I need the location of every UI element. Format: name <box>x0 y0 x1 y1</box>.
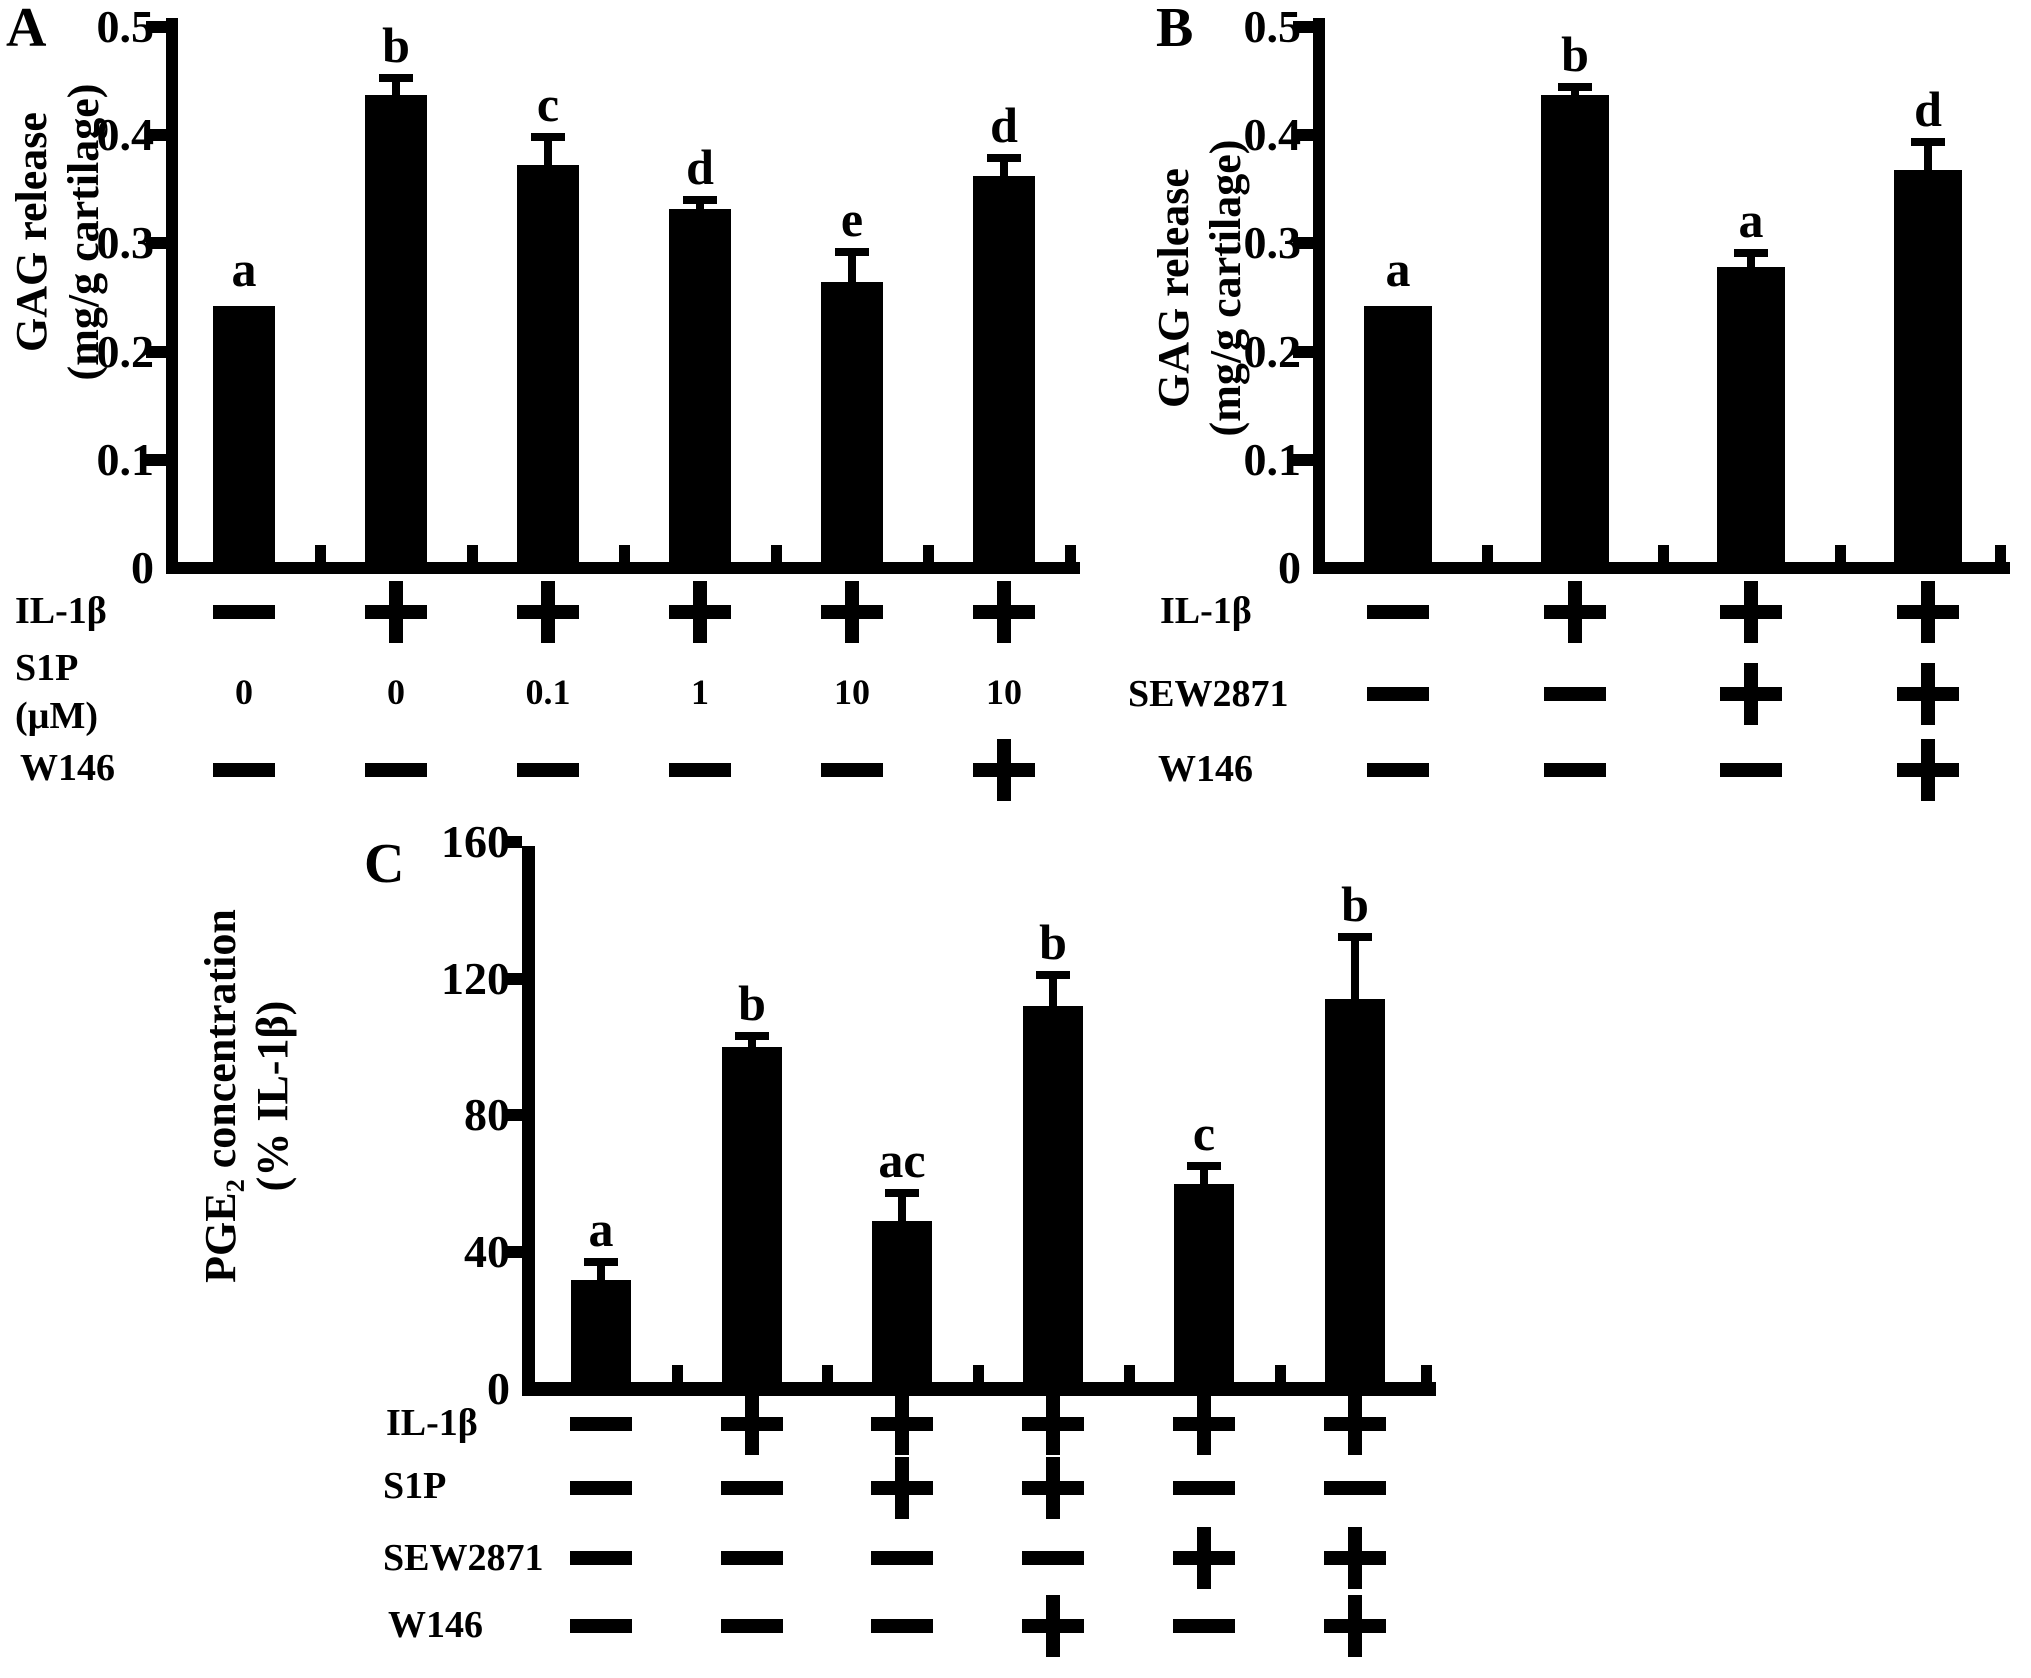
error-bar-stem <box>544 141 552 167</box>
panel-a-x-axis <box>166 562 1080 574</box>
bar-a-3 <box>517 165 579 574</box>
row-label-a-2: W146 <box>20 747 115 789</box>
y-tick-label: 80 <box>464 1089 510 1141</box>
sig-letter-a-4: d <box>686 139 714 195</box>
minus-symbol <box>213 605 275 619</box>
y-tick-label: 0.3 <box>1243 217 1301 269</box>
panel-b-y-axis-title <box>1144 0 1256 588</box>
error-bar-stem <box>848 256 856 284</box>
sig-letter-c-4: b <box>1039 914 1067 970</box>
bar-c-4 <box>1023 1006 1083 1396</box>
sig-letter-b-2: b <box>1561 26 1589 82</box>
row-label-b-0: IL-1β <box>1160 590 1252 632</box>
y-tick-label: 0.4 <box>1243 109 1301 161</box>
x-category-tick <box>1482 545 1493 562</box>
plus-symbol <box>973 581 1035 643</box>
minus-symbol <box>1173 1481 1235 1495</box>
error-bar-cap <box>531 133 565 141</box>
y-tick-label: 0.5 <box>96 1 154 52</box>
panel-a-label: A <box>6 0 47 59</box>
y-tick-label: 0.4 <box>96 109 154 161</box>
minus-symbol <box>365 763 427 777</box>
y-tick-label: 0.5 <box>1243 1 1301 52</box>
minus-symbol <box>721 1619 783 1633</box>
minus-symbol <box>871 1619 933 1633</box>
dose-value: 10 <box>834 672 870 712</box>
bar-a-1 <box>213 306 275 574</box>
x-category-tick <box>1421 1365 1432 1382</box>
bar-c-2 <box>722 1047 782 1396</box>
plus-symbol <box>1897 663 1959 725</box>
y-axis-title-line: GAG release <box>7 112 57 352</box>
row-label-b-2: W146 <box>1158 748 1253 790</box>
x-category-tick <box>672 1365 683 1382</box>
x-category-tick <box>822 1365 833 1382</box>
error-bar-stem <box>1351 941 1359 1001</box>
error-bar-stem <box>1049 979 1057 1008</box>
plus-symbol <box>1897 581 1959 643</box>
dose-value: 1 <box>691 672 709 712</box>
bar-b-3 <box>1717 267 1785 574</box>
x-category-tick <box>923 545 934 562</box>
sig-letter-a-1: a <box>231 241 257 297</box>
error-bar-cap <box>379 74 413 82</box>
minus-symbol <box>1720 763 1782 777</box>
row-label-b-1: SEW2871 <box>1128 673 1289 715</box>
y-axis-title-line: (mg/g cartilage) <box>1201 139 1250 437</box>
y-tick-label: 0.2 <box>96 325 154 377</box>
plus-symbol <box>821 581 883 643</box>
error-bar-cap <box>1911 138 1945 146</box>
plus-symbol <box>1324 1393 1386 1455</box>
panel-c-y-axis <box>522 846 535 1396</box>
minus-symbol <box>570 1551 632 1565</box>
y-tick-label: 160 <box>441 815 510 867</box>
row-label-c-3: W146 <box>388 1604 483 1646</box>
minus-symbol <box>1544 687 1606 701</box>
error-bar-stem <box>1571 91 1579 97</box>
dose-value: 0 <box>235 672 253 712</box>
plus-symbol <box>871 1393 933 1455</box>
error-bar-stem <box>1747 257 1755 269</box>
error-bar-cap <box>735 1032 769 1040</box>
bar-a-4 <box>669 209 731 574</box>
sig-letter-a-2: b <box>382 17 410 73</box>
error-bar-cap <box>1036 971 1070 979</box>
bar-c-3 <box>872 1221 932 1396</box>
minus-symbol <box>1367 687 1429 701</box>
bar-b-2 <box>1541 95 1609 574</box>
error-bar-stem <box>392 82 400 97</box>
sig-letter-b-1: a <box>1385 241 1411 297</box>
x-category-tick <box>1995 545 2006 562</box>
minus-symbol <box>213 763 275 777</box>
minus-symbol <box>570 1481 632 1495</box>
bar-a-5 <box>821 282 883 574</box>
error-bar-cap <box>584 1258 618 1266</box>
panel-b-label: B <box>1156 0 1194 59</box>
sig-letter-b-3: a <box>1738 192 1764 248</box>
minus-symbol <box>570 1619 632 1633</box>
x-category-tick <box>467 545 478 562</box>
minus-symbol <box>570 1417 632 1431</box>
row-label-c-2: SEW2871 <box>383 1537 544 1579</box>
error-bar-cap <box>1338 933 1372 941</box>
plus-symbol <box>1324 1527 1386 1589</box>
plus-symbol <box>1022 1393 1084 1455</box>
dose-value: 0.1 <box>525 672 571 712</box>
panel-c-y-axis-title <box>191 796 303 1396</box>
bar-c-5 <box>1174 1184 1234 1396</box>
bar-b-1 <box>1364 306 1432 574</box>
sig-letter-a-6: d <box>990 97 1018 153</box>
error-bar-cap <box>683 196 717 204</box>
plus-symbol <box>1022 1457 1084 1519</box>
error-bar-cap <box>885 1189 919 1197</box>
panel-c-label: C <box>364 833 405 895</box>
minus-symbol <box>517 763 579 777</box>
plus-symbol <box>517 581 579 643</box>
error-bar-stem <box>696 204 704 211</box>
x-category-tick <box>619 545 630 562</box>
y-axis-title-line: GAG release <box>1149 168 1199 408</box>
minus-symbol <box>1367 763 1429 777</box>
plus-symbol <box>721 1393 783 1455</box>
row-label-c-0: IL-1β <box>386 1402 478 1444</box>
row-sublabel-a-1: (µM) <box>15 695 99 737</box>
y-tick-label: 40 <box>464 1226 510 1278</box>
minus-symbol <box>721 1551 783 1565</box>
y-axis-title-line: (% IL-1β) <box>248 1000 297 1192</box>
x-category-tick <box>771 545 782 562</box>
plus-symbol <box>871 1457 933 1519</box>
sig-letter-a-5: e <box>840 191 864 247</box>
y-axis-title-line: (mg/g cartilage) <box>59 83 108 381</box>
x-category-tick <box>315 545 326 562</box>
plus-symbol <box>1544 581 1606 643</box>
y-tick-label: 0.2 <box>1243 325 1301 377</box>
error-bar-cap <box>987 154 1021 162</box>
minus-symbol <box>669 763 731 777</box>
row-label-c-1: S1P <box>383 1465 447 1507</box>
minus-symbol <box>1173 1619 1235 1633</box>
dose-value: 10 <box>986 672 1022 712</box>
y-tick-label: 0 <box>1278 542 1301 593</box>
error-bar-stem <box>597 1266 605 1282</box>
error-bar-stem <box>1200 1170 1208 1186</box>
error-bar-cap <box>1187 1162 1221 1170</box>
plus-symbol <box>1897 739 1959 801</box>
sig-letter-c-6: b <box>1341 876 1369 932</box>
y-tick-label: 120 <box>441 952 510 1004</box>
minus-symbol <box>721 1481 783 1495</box>
plus-symbol <box>1324 1595 1386 1657</box>
bar-a-6 <box>973 176 1035 574</box>
y-axis-title-line: PGE₂ concentration <box>196 909 246 1283</box>
sig-letter-b-4: d <box>1914 81 1942 137</box>
panel-c-x-axis <box>522 1382 1436 1396</box>
panel-b-y-axis <box>1313 18 1325 574</box>
x-category-tick <box>1835 545 1846 562</box>
sig-letter-c-1: a <box>588 1201 614 1257</box>
y-tick-label: 0 <box>131 542 154 593</box>
plus-symbol <box>1173 1393 1235 1455</box>
bar-b-4 <box>1894 170 1962 574</box>
sig-letter-c-2: b <box>738 975 766 1031</box>
x-category-tick <box>1658 545 1669 562</box>
x-category-tick <box>1124 1365 1135 1382</box>
sig-letter-a-3: c <box>536 76 560 132</box>
x-category-tick <box>1275 1365 1286 1382</box>
minus-symbol <box>821 763 883 777</box>
bar-a-2 <box>365 95 427 574</box>
y-tick-label: 0 <box>487 1363 510 1414</box>
y-tick-label: 0.1 <box>1243 433 1301 485</box>
dose-value: 0 <box>387 672 405 712</box>
bar-c-1 <box>571 1280 631 1396</box>
plus-symbol <box>669 581 731 643</box>
x-category-tick <box>1065 545 1076 562</box>
error-bar-cap <box>1734 249 1768 257</box>
error-bar-stem <box>898 1197 906 1223</box>
error-bar-cap <box>835 248 869 256</box>
error-bar-cap <box>1558 83 1592 91</box>
plus-symbol <box>1720 663 1782 725</box>
plus-symbol <box>1022 1595 1084 1657</box>
minus-symbol <box>1022 1551 1084 1565</box>
minus-symbol <box>1367 605 1429 619</box>
plus-symbol <box>365 581 427 643</box>
minus-symbol <box>871 1551 933 1565</box>
plus-symbol <box>1173 1527 1235 1589</box>
bar-c-6 <box>1325 999 1385 1396</box>
row-label-a-0: IL-1β <box>15 590 107 632</box>
minus-symbol <box>1324 1481 1386 1495</box>
error-bar-stem <box>748 1040 756 1049</box>
error-bar-stem <box>1000 162 1008 178</box>
sig-letter-c-5: c <box>1192 1105 1216 1161</box>
plus-symbol <box>973 739 1035 801</box>
y-tick-label: 0.3 <box>96 217 154 269</box>
x-category-tick <box>973 1365 984 1382</box>
y-tick-label: 0.1 <box>96 433 154 485</box>
sig-letter-c-3: ac <box>878 1132 926 1188</box>
error-bar-stem <box>1924 146 1932 172</box>
panel-a-y-axis <box>166 18 178 574</box>
minus-symbol <box>1544 763 1606 777</box>
plus-symbol <box>1720 581 1782 643</box>
row-label-a-1: S1P <box>15 647 79 689</box>
